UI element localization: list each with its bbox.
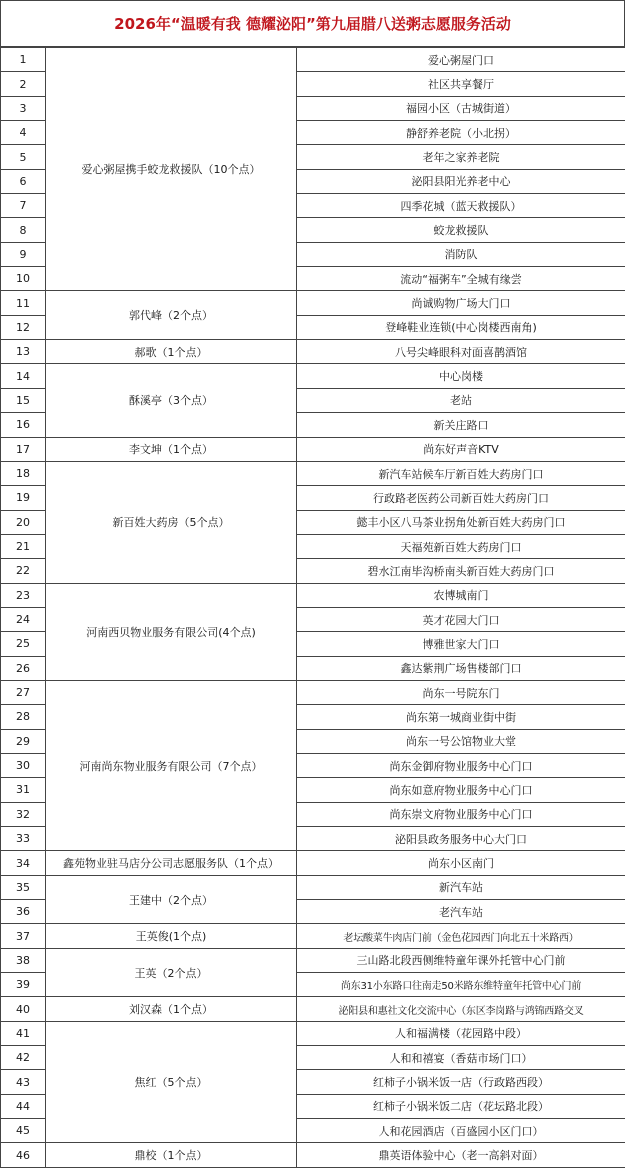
organizer-cell: 爱心粥屋携手蛟龙救援队（10个点） [46, 48, 297, 291]
location-cell: 人和福满楼（花园路中段） [297, 1021, 625, 1045]
location-cell: 人和和禧宴（香菇市场门口） [297, 1046, 625, 1070]
row-number: 19 [1, 486, 46, 510]
row-number: 21 [1, 534, 46, 558]
table-row [1, 48, 625, 72]
row-number: 2 [1, 72, 46, 96]
organizer-cell: 王建中（2个点） [46, 875, 297, 924]
location-cell: 登峰鞋业连锁(中心岗楼西南角) [297, 315, 625, 339]
location-cell: 新汽车站 [297, 875, 625, 899]
row-number: 3 [1, 96, 46, 120]
location-cell: 静舒养老院（小北拐） [297, 121, 625, 145]
row-number: 1 [1, 48, 46, 72]
table-row [1, 461, 625, 485]
organizer-cell: 焦红（5个点） [46, 1021, 297, 1143]
location-cell: 新关庄路口 [297, 413, 625, 437]
location-cell: 泌阳县阳光养老中心 [297, 169, 625, 193]
location-cell: 英才花园大门口 [297, 607, 625, 631]
location-cell: 四季花城（蓝天救援队） [297, 194, 625, 218]
organizer-cell: 郝歌（1个点） [46, 340, 297, 364]
location-cell: 福园小区（古城街道） [297, 96, 625, 120]
location-cell: 红柿子小锅米饭二店（花坛路北段） [297, 1094, 625, 1118]
row-number: 27 [1, 680, 46, 704]
location-cell: 尚东如意府物业服务中心门口 [297, 778, 625, 802]
table-row [1, 997, 625, 1021]
row-number: 4 [1, 121, 46, 145]
organizer-cell: 郭代峰（2个点） [46, 291, 297, 340]
table-row [1, 437, 625, 461]
location-cell: 老坛酸菜牛肉店门前（金色花园西门向北五十米路西） [297, 924, 625, 948]
organizer-cell: 河南西贝物业服务有限公司(4个点) [46, 583, 297, 680]
row-number: 20 [1, 510, 46, 534]
row-number: 37 [1, 924, 46, 948]
table-row [1, 364, 625, 388]
row-number: 39 [1, 973, 46, 997]
organizer-cell: 王英俊(1个点) [46, 924, 297, 948]
row-number: 7 [1, 194, 46, 218]
location-cell: 尚东第一城商业街中街 [297, 705, 625, 729]
location-cell: 中心岗楼 [297, 364, 625, 388]
location-cell: 蛟龙救援队 [297, 218, 625, 242]
location-cell: 懿丰小区八马茶业拐角处新百姓大药房门口 [297, 510, 625, 534]
location-cell: 尚东31小东路口往南走50米路东维特童年托管中心门前 [297, 973, 625, 997]
table-row [1, 291, 625, 315]
location-cell: 农博城南门 [297, 583, 625, 607]
row-number: 26 [1, 656, 46, 680]
row-number: 34 [1, 851, 46, 875]
location-cell: 老汽车站 [297, 900, 625, 924]
row-number: 38 [1, 948, 46, 972]
location-cell: 尚东一号院东门 [297, 680, 625, 704]
row-number: 13 [1, 340, 46, 364]
row-number: 8 [1, 218, 46, 242]
location-cell: 博雅世家大门口 [297, 632, 625, 656]
document-title: 2026年“温暖有我 德耀泌阳”第九届腊八送粥志愿服务活动 [0, 0, 625, 47]
location-cell: 行政路老医药公司新百姓大药房门口 [297, 486, 625, 510]
location-cell: 泌阳县政务服务中心大门口 [297, 827, 625, 851]
schedule-table [0, 47, 625, 1168]
row-number: 46 [1, 1143, 46, 1167]
row-number: 24 [1, 607, 46, 631]
location-cell: 泌阳县和惠社文化交流中心（东区李岗路与鸿锦西路交叉 [297, 997, 625, 1021]
row-number: 35 [1, 875, 46, 899]
row-number: 33 [1, 827, 46, 851]
row-number: 14 [1, 364, 46, 388]
row-number: 18 [1, 461, 46, 485]
location-cell: 尚东好声音KTV [297, 437, 625, 461]
row-number: 45 [1, 1119, 46, 1143]
row-number: 12 [1, 315, 46, 339]
row-number: 9 [1, 242, 46, 266]
row-number: 31 [1, 778, 46, 802]
location-cell: 红柿子小锅米饭一店（行政路西段） [297, 1070, 625, 1094]
organizer-cell: 李文坤（1个点） [46, 437, 297, 461]
organizer-cell: 王英（2个点） [46, 948, 297, 997]
location-cell: 消防队 [297, 242, 625, 266]
row-number: 10 [1, 267, 46, 291]
location-cell: 鑫达紫荆广场售楼部门口 [297, 656, 625, 680]
location-cell: 三山路北段西侧维特童年课外托管中心门前 [297, 948, 625, 972]
row-number: 29 [1, 729, 46, 753]
table-row [1, 851, 625, 875]
location-cell: 爱心粥屋门口 [297, 48, 625, 72]
location-cell: 尚东一号公馆物业大堂 [297, 729, 625, 753]
location-cell: 尚诚购物广场大门口 [297, 291, 625, 315]
row-number: 36 [1, 900, 46, 924]
row-number: 44 [1, 1094, 46, 1118]
row-number: 41 [1, 1021, 46, 1045]
location-cell: 碧水江南毕沟桥南头新百姓大药房门口 [297, 559, 625, 583]
location-cell: 人和花园酒店（百盛园小区门口） [297, 1119, 625, 1143]
location-cell: 天福苑新百姓大药房门口 [297, 534, 625, 558]
row-number: 11 [1, 291, 46, 315]
location-cell: 尚东崇文府物业服务中心门口 [297, 802, 625, 826]
location-cell: 鼎英语体验中心（老一高斜对面） [297, 1143, 625, 1167]
table-row [1, 875, 625, 899]
table-row [1, 924, 625, 948]
row-number: 43 [1, 1070, 46, 1094]
row-number: 25 [1, 632, 46, 656]
organizer-cell: 酥溪亭（3个点） [46, 364, 297, 437]
location-cell: 社区共享餐厅 [297, 72, 625, 96]
row-number: 17 [1, 437, 46, 461]
row-number: 42 [1, 1046, 46, 1070]
location-cell: 老站 [297, 388, 625, 412]
organizer-cell: 刘汉森（1个点） [46, 997, 297, 1021]
row-number: 6 [1, 169, 46, 193]
table-row [1, 948, 625, 972]
table-row [1, 583, 625, 607]
organizer-cell: 河南尚东物业服务有限公司（7个点） [46, 680, 297, 850]
location-cell: 流动“福粥车”全城有缘尝 [297, 267, 625, 291]
row-number: 5 [1, 145, 46, 169]
row-number: 23 [1, 583, 46, 607]
location-cell: 尚东金御府物业服务中心门口 [297, 753, 625, 777]
row-number: 40 [1, 997, 46, 1021]
table-row [1, 1021, 625, 1045]
row-number: 22 [1, 559, 46, 583]
location-cell: 八号尖峰眼科对面喜鹊酒馆 [297, 340, 625, 364]
table-row [1, 1143, 625, 1167]
location-cell: 老年之家养老院 [297, 145, 625, 169]
row-number: 28 [1, 705, 46, 729]
table-row [1, 340, 625, 364]
schedule-table-body [1, 48, 625, 1168]
row-number: 32 [1, 802, 46, 826]
row-number: 15 [1, 388, 46, 412]
location-cell: 尚东小区南门 [297, 851, 625, 875]
organizer-cell: 鑫苑物业驻马店分公司志愿服务队（1个点） [46, 851, 297, 875]
table-row [1, 680, 625, 704]
row-number: 30 [1, 753, 46, 777]
organizer-cell: 鼎校（1个点） [46, 1143, 297, 1167]
location-cell: 新汽车站候车厅新百姓大药房门口 [297, 461, 625, 485]
row-number: 16 [1, 413, 46, 437]
organizer-cell: 新百姓大药房（5个点） [46, 461, 297, 583]
